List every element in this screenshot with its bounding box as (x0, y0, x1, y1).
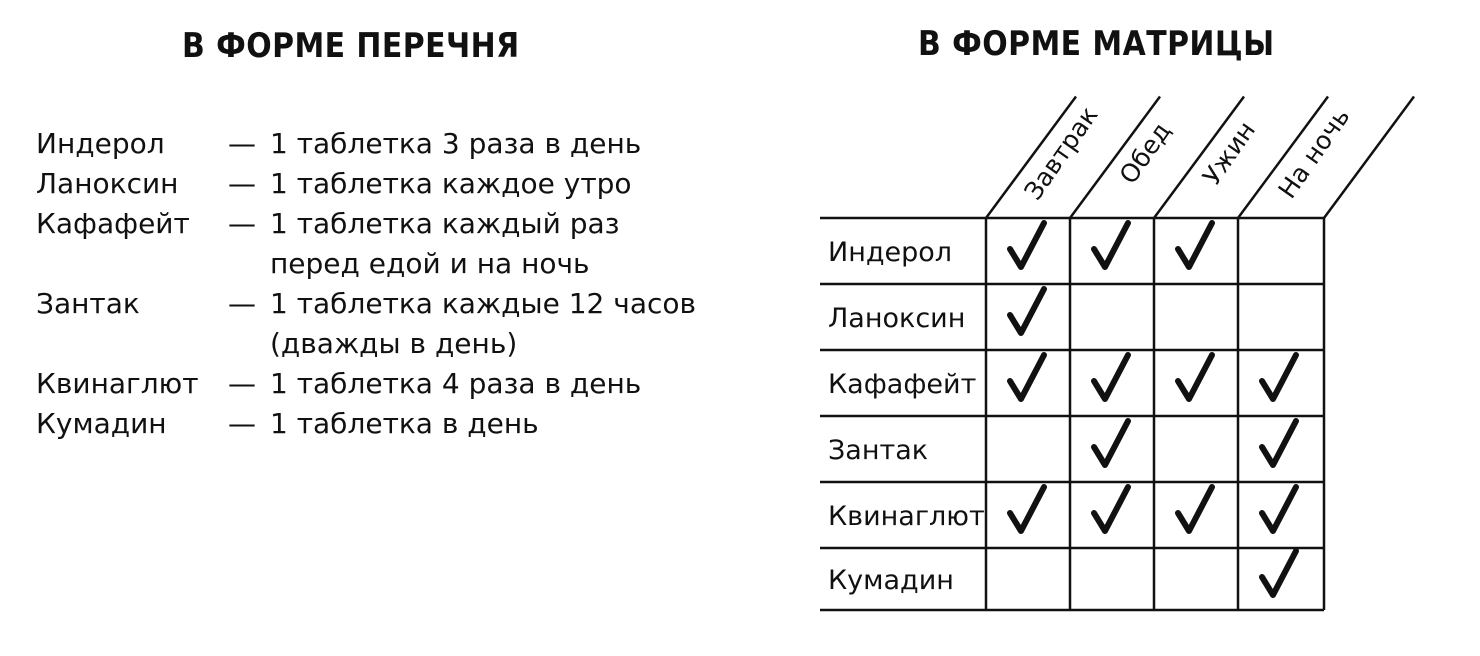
dose-line: перед едой и на ночь (270, 247, 590, 280)
dose-line: 1 таблетка 3 раза в день (270, 127, 642, 160)
drug-name: Зантак (36, 287, 140, 320)
check-mark-icon (1010, 289, 1044, 333)
matrix-row-label: Индерол (828, 237, 953, 268)
matrix-row-label: Зантак (828, 435, 929, 466)
drug-name: Индерол (36, 127, 165, 160)
matrix-column-label: На ночь (1272, 102, 1356, 204)
list-heading: В ФОРМЕ ПЕРЕЧНЯ (182, 26, 520, 66)
dash: — (228, 207, 256, 240)
check-mark-icon (1094, 223, 1128, 267)
dash: — (228, 167, 256, 200)
check-mark-icon (1178, 223, 1212, 267)
check-mark-icon (1262, 487, 1296, 531)
matrix-heading: В ФОРМЕ МАТРИЦЫ (918, 24, 1275, 64)
drug-name: Квинаглют (36, 367, 199, 400)
drug-name: Ланоксин (36, 167, 179, 200)
matrix-column-label: Завтрак (1018, 101, 1104, 206)
check-mark-icon (1010, 223, 1044, 267)
dash: — (228, 287, 256, 320)
check-mark-icon (1010, 487, 1044, 531)
check-mark-icon (1178, 487, 1212, 531)
dose-line: 1 таблетка 4 раза в день (270, 367, 642, 400)
dash: — (228, 367, 256, 400)
check-mark-icon (1178, 355, 1212, 399)
dose-line: 1 таблетка каждые 12 часов (270, 287, 697, 320)
matrix-row-label: Квинаглют (828, 501, 985, 532)
check-mark-icon (1262, 355, 1296, 399)
check-mark-icon (1010, 355, 1044, 399)
drug-name: Кумадин (36, 407, 167, 440)
dose-line: 1 таблетка каждое утро (270, 167, 632, 200)
matrix-row-label: Кумадин (828, 565, 954, 596)
matrix-row-label: Ланоксин (828, 303, 966, 334)
check-mark-icon (1262, 421, 1296, 465)
dose-line: 1 таблетка в день (270, 407, 539, 440)
check-mark-icon (1094, 421, 1128, 465)
dash: — (228, 127, 256, 160)
drug-name: Кафафейт (36, 207, 190, 240)
check-mark-icon (1262, 551, 1296, 595)
check-mark-icon (1094, 487, 1128, 531)
dash: — (228, 407, 256, 440)
dose-line: 1 таблетка каждый раз (270, 207, 620, 240)
matrix-row-label: Кафафейт (828, 369, 977, 400)
dose-line: (дважды в день) (270, 327, 518, 360)
check-mark-icon (1094, 355, 1128, 399)
matrix-column-label: Ужин (1196, 115, 1262, 191)
matrix-column-label: Обед (1113, 117, 1177, 190)
